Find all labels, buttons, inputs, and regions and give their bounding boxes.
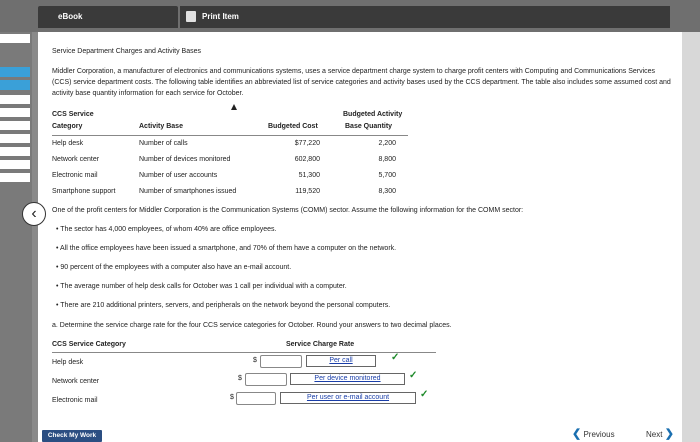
tab-print-item[interactable]	[180, 6, 670, 28]
rail-bar[interactable]	[0, 160, 30, 169]
table-header-base-quantity: Base Quantity	[345, 123, 393, 130]
currency-symbol: $	[230, 394, 234, 401]
tab-print-label: Print Item	[202, 12, 239, 21]
table-header-ccs-service: CCS Service	[52, 111, 94, 118]
right-edge	[682, 32, 700, 442]
table-cell-category: Network center	[52, 156, 100, 163]
top-bar	[0, 0, 700, 32]
bullet-item: • The average number of help desk calls for October was 1 call per individual with a computer.	[56, 283, 347, 290]
table-cell-category: Help desk	[52, 140, 84, 147]
rail-bar[interactable]	[0, 134, 30, 143]
print-icon	[186, 11, 196, 22]
table-cell-category: Electronic mail	[52, 172, 98, 179]
currency-symbol: $	[238, 375, 242, 382]
previous-button[interactable]: ❮ Previous	[572, 428, 615, 440]
mouse-cursor	[231, 104, 237, 110]
chevron-left-icon: ❮	[572, 428, 582, 440]
table-cell-quantity: 2,200	[378, 140, 396, 147]
table-header-category: Category	[52, 123, 83, 130]
table-cell-quantity: 8,300	[378, 188, 396, 195]
currency-symbol: $	[253, 357, 257, 364]
answer-row-label: Electronic mail	[52, 397, 98, 404]
back-button[interactable]: ‹	[22, 202, 46, 226]
table-cell-category: Smartphone support	[52, 188, 116, 195]
table-cell-activity: Number of calls	[139, 140, 188, 147]
chevron-right-icon: ❯	[664, 428, 674, 440]
rail-bar[interactable]	[0, 67, 30, 77]
answer-divider	[52, 352, 436, 353]
table-cell-cost: 602,800	[294, 156, 320, 163]
next-button[interactable]: Next ❯	[646, 428, 674, 440]
table-cell-cost: 119,520	[295, 188, 320, 195]
left-rail	[0, 32, 32, 442]
page-title: Service Department Charges and Activity Bases	[52, 48, 202, 55]
bullet-item: • The sector has 4,000 employees, of whom 40% are office employees.	[56, 226, 277, 233]
table-cell-quantity: 8,800	[378, 156, 396, 163]
table-cell-activity: Number of devices monitored	[139, 156, 231, 163]
table-header-budgeted-activity: Budgeted Activity	[343, 111, 403, 118]
table-cell-cost: 51,300	[298, 172, 320, 179]
tab-ebook[interactable]: eBook	[38, 6, 178, 28]
question-text: a. Determine the service charge rate for the four CCS service categories for October. Round your answers to two decimal places.	[52, 322, 452, 329]
network-center-rate-input[interactable]	[245, 373, 287, 386]
check-icon: ✓	[420, 389, 429, 400]
table-cell-cost: $77,220	[294, 140, 320, 147]
rail-bar[interactable]	[0, 173, 30, 182]
help-desk-unit-select[interactable]: Per call	[306, 355, 376, 367]
check-icon: ✓	[391, 352, 400, 363]
answer-row-label: Help desk	[52, 359, 84, 366]
rail-bar[interactable]	[0, 80, 30, 90]
bullet-item: • All the office employees have been issued a smartphone, and 70% of them have a computer on the network.	[56, 245, 397, 252]
rail-bar[interactable]	[0, 95, 30, 104]
check-my-work-button[interactable]: Check My Work	[42, 430, 102, 442]
rail-bar[interactable]	[0, 34, 30, 43]
bullet-item: • There are 210 additional printers, servers, and peripherals on the network beyond the personal computers.	[56, 302, 391, 309]
bullet-item: • 90 percent of the employees with a computer also have an e-mail account.	[56, 264, 292, 271]
answer-row-label: Network center	[52, 378, 100, 385]
table-cell-activity: Number of smartphones issued	[139, 188, 237, 195]
comm-intro: One of the profit centers for Middler Corporation is the Communication Systems (COMM) sector. Assume the following information for the COMM sector:	[52, 207, 524, 214]
table-cell-quantity: 5,700	[378, 172, 396, 179]
check-icon: ✓	[409, 370, 418, 381]
rail-bar[interactable]	[0, 121, 30, 130]
answer-header-rate: Service Charge Rate	[286, 341, 355, 348]
electronic-mail-rate-input[interactable]	[236, 392, 276, 405]
table-header-activity-base: Activity Base	[139, 123, 183, 130]
network-center-unit-select[interactable]: Per device monitored	[290, 373, 405, 385]
table-header-budgeted-cost: Budgeted Cost	[268, 123, 318, 130]
rail-bar[interactable]	[0, 108, 30, 117]
electronic-mail-unit-select[interactable]: Per user or e-mail account	[280, 392, 416, 404]
intro-text: Middler Corporation, a manufacturer of electronics and communications systems, uses a service department charge system to charge profit centers with Computing and Communications Services (CCS) service department costs. The following table identifies an abbreviated list of service categories and activity bases used by the CCS department. The table also includes some assumed cost and activity base quantity information for each service for October.	[52, 68, 671, 97]
rail-bar[interactable]	[0, 147, 30, 156]
help-desk-rate-input[interactable]	[260, 355, 302, 368]
table-cell-activity: Number of user accounts	[139, 172, 218, 179]
table-divider	[52, 135, 408, 136]
answer-header-category: CCS Service Category	[52, 341, 126, 348]
